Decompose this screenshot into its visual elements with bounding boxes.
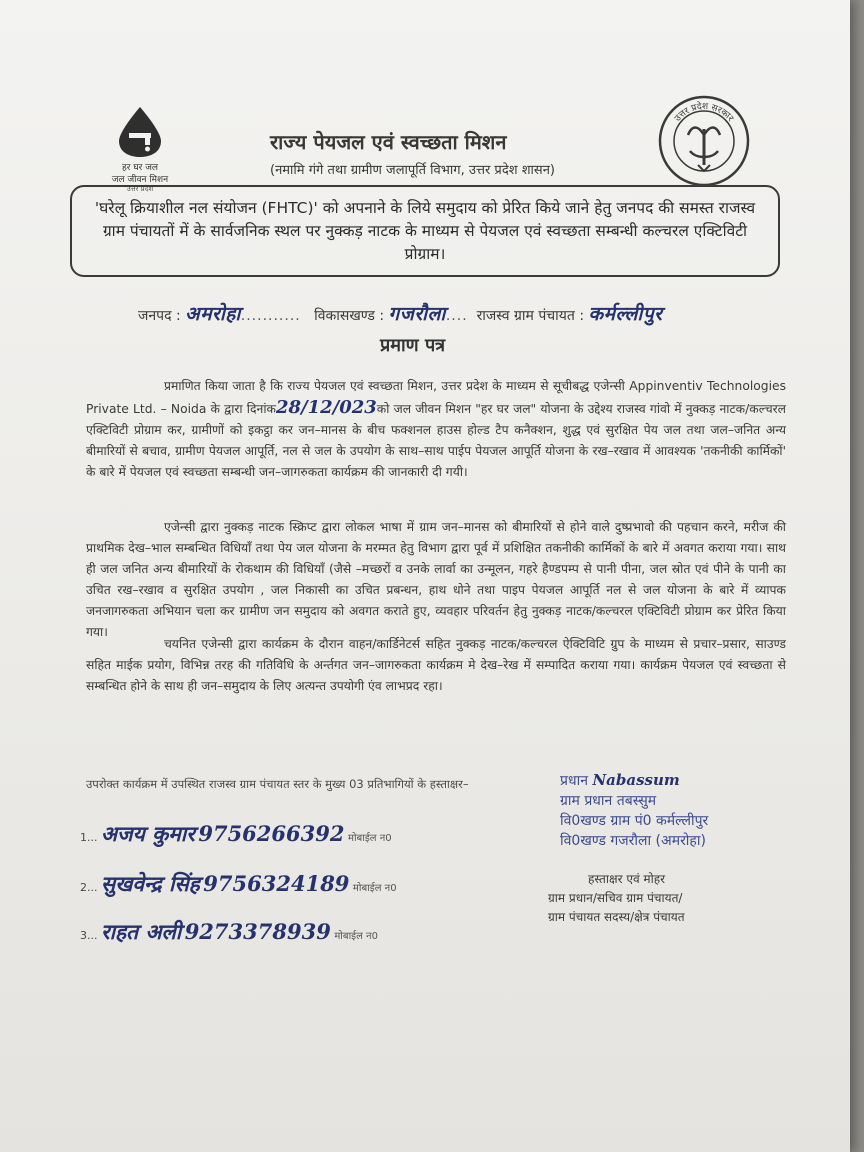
paragraph-3 (86, 634, 786, 697)
stamp-line-4: वि0खण्ड गजरौला (अमरोहा) (560, 833, 706, 849)
jal-jeevan-mission-logo (105, 105, 175, 194)
mobile-suffix: मोबाईल न0 (334, 931, 378, 942)
logo-tagline-3: उत्तर प्रदेश (126, 185, 154, 193)
participant-name: अजय कुमार (101, 821, 195, 846)
svg-text:उत्तर प्रदेश सरकार: उत्तर प्रदेश सरकार (673, 101, 736, 124)
panchayat-value: कर्मल्लीपुर (588, 303, 663, 325)
participant-name: राहत अली (101, 919, 182, 944)
participant-phone: 9273378939 (184, 919, 331, 944)
district-value: अमरोहा (185, 303, 241, 325)
panchayat-label: राजस्व ग्राम पंचायत : (476, 308, 585, 324)
stamp-line-2: ग्राम प्रधान तबस्सुम (560, 793, 657, 809)
mission-title: राज्य पेयजल एवं स्वच्छता मिशन (270, 130, 507, 154)
location-row (138, 300, 662, 326)
district-dots: ........... (240, 308, 301, 324)
logo-tagline: हर घर जल (122, 163, 158, 173)
participant-phone: 9756324189 (203, 871, 350, 896)
paragraph-2 (86, 517, 786, 643)
stamp-line-3: वि0खण्ड ग्राम पं0 कर्मल्लीपुर (560, 813, 709, 829)
stamp-line-1 (560, 770, 790, 791)
paragraph-1-text-b: को जल जीवन मिशन "हर घर जल" योजना के उद्देश्य राजस्व गांवो में नुक्कड़ नाटक/कल्चरल एक्टिविटी प्रोग्राम कर, ग्रामीणों को इकट्ठा कर जन–मानस के बीच फक्शनल हाउस होल्ड टैप कनैक्शन, शुद्ध एवं सुरक्षित पेय जल तथा जल–जनित अन्य बीमारियों से बचाव, ग्रामीण पेयजल आपूर्ति, नल से जल के उपयोग के साथ–साथ पाईप पेयजल आपूर्ति योजना के रख–रखाव में आवश्यक 'तकनीकी कार्मिकों' के बारे में पेयजल एवं स्वच्छता सम्बन्धी जन–जागरुकता कार्यक्रम की जानकारी दी गयी। (86, 402, 787, 479)
participant-row-1 (80, 820, 392, 848)
handwritten-date: 28/12/023 (275, 397, 377, 418)
participant-phone: 9756266392 (198, 821, 345, 846)
signature-block (548, 870, 685, 927)
signature-line-1: हस्ताक्षर एवं मोहर (588, 872, 666, 886)
participant-index: 3... (80, 929, 98, 942)
participants-heading: उपरोक्त कार्यक्रम में उपस्थित राजस्व ग्राम पंचायत स्तर के मुख्य 03 प्रतिभागियों के हस्ताक्षर– (86, 777, 469, 791)
participant-index: 1... (80, 831, 98, 844)
stamp-line-1-text: प्रधान (560, 773, 588, 789)
water-drop-icon (105, 105, 175, 157)
participant-row-2 (80, 870, 397, 898)
participant-row-3 (80, 918, 378, 946)
paragraph-1-text-a: प्रमाणित किया जाता है कि राज्य पेयजल एवं स्वच्छता मिशन, उत्तर प्रदेश के माध्यम से सूचीबद्ध एजेन्सी Appinventiv Technologies Private Ltd. – Noida के द्वारा दिनांक (86, 379, 786, 416)
participant-index: 2... (80, 881, 98, 894)
logo-tagline-2: जल जीवन मिशन (111, 175, 169, 185)
block-value: गजरौला (388, 303, 446, 325)
signature-line-2: ग्राम प्रधान/सचिव ग्राम पंचायत/ (548, 891, 683, 905)
signature-line-3: ग्राम पंचायत सदस्य/क्षेत्र पंचायत (548, 910, 685, 924)
seal-emblem-icon (658, 95, 750, 187)
mobile-suffix: मोबाईल न0 (347, 833, 392, 844)
district-label: जनपद : (138, 308, 181, 324)
up-government-seal (658, 95, 750, 187)
program-banner: 'घरेलू क्रियाशील नल संयोजन (FHTC)' को अपनाने के लिये समुदाय को प्रेरित किये जाने हेतु जनपद की समस्त राजस्व ग्राम पंचायतों में के सार्वजनिक स्थल पर नुक्कड़ नाटक के माध्यम से पेयजल एवं स्वच्छता सम्बन्धी कल्चरल एक्टिविटी प्रोग्राम। (70, 185, 780, 277)
block-dots: .... (445, 308, 468, 324)
paragraph-3-text: चयनित एजेन्सी द्वारा कार्यक्रम के दौरान वाहन/कार्डिनेटर्स सहित नुक्कड़ नाटक/कल्चरल ऐक्टिविटि ग्रुप के माध्यम से प्रचार–प्रसार, साउण्ड सहित माईक प्रयोग, विभिन्न तरह की गतिविधि के अर्न्तगत जन–जागरुकता कार्यक्रम मे देख–रेख में सम्पादित कराया गया। कार्यक्रम पेयजल एवं स्वच्छता से सम्बन्धित होने के साथ ही जन–समुदाय के लिए अत्यन्त उपयोगी एंव लाभप्रद रहा। (86, 637, 786, 693)
mobile-suffix: मोबाईल न0 (352, 883, 397, 894)
mission-subtitle: (नमामि गंगे तथा ग्रामीण जलापूर्ति विभाग, उत्तर प्रदेश शासन) (270, 163, 555, 178)
participant-name: सुखवेन्द्र सिंह (101, 871, 200, 896)
certificate-title: प्रमाण पत्र (380, 335, 446, 356)
paragraph-1 (86, 376, 786, 483)
paragraph-2-text: एजेन्सी द्वारा नुक्कड़ नाटक स्क्रिप्ट द्वारा लोकल भाषा में ग्राम जन–मानस को बीमारियों से होने वाले दुष्प्रभावो की पहचान करने, मरीज की प्राथमिक देख–भाल सम्बन्धित विधियाँ तथा पेय जल योजना के मरम्मत हेतु विभाग द्वारा पूर्व में प्रशिक्षित तकनीकी कार्मिकों के बारे में अवगत कराया गया। साथ ही जल जनित अन्य बीमारियों के रोकथाम की विधियाँ (जैसे –मच्छरों व उनके लार्वा का उन्मूलन, गहरे हैण्डपम्प से पानी पीना, जल स्रोत एवं पीने के पानी का उचित रख–रखाव व सुरक्षित उपयोग , जल निकासी का उचित प्रबन्धन, हाथ धोने तथा पाइप पेयजल आपूर्ति नल से जल योजना के बारे में व्यापक जनजागरुकता अभियान चला कर ग्रामीण जन समुदाय को अवगत कराते हुए, व्यवहार परिवर्तन हेतु नुक्कड़ नाटक/कल्चरल एक्टिविटी प्रोग्राम कर प्रेरित किया गया। (86, 520, 786, 639)
stamp-signature: Nabassum (592, 771, 680, 789)
block-label: विकासखण्ड : (314, 308, 385, 324)
pradhan-stamp (560, 770, 790, 851)
